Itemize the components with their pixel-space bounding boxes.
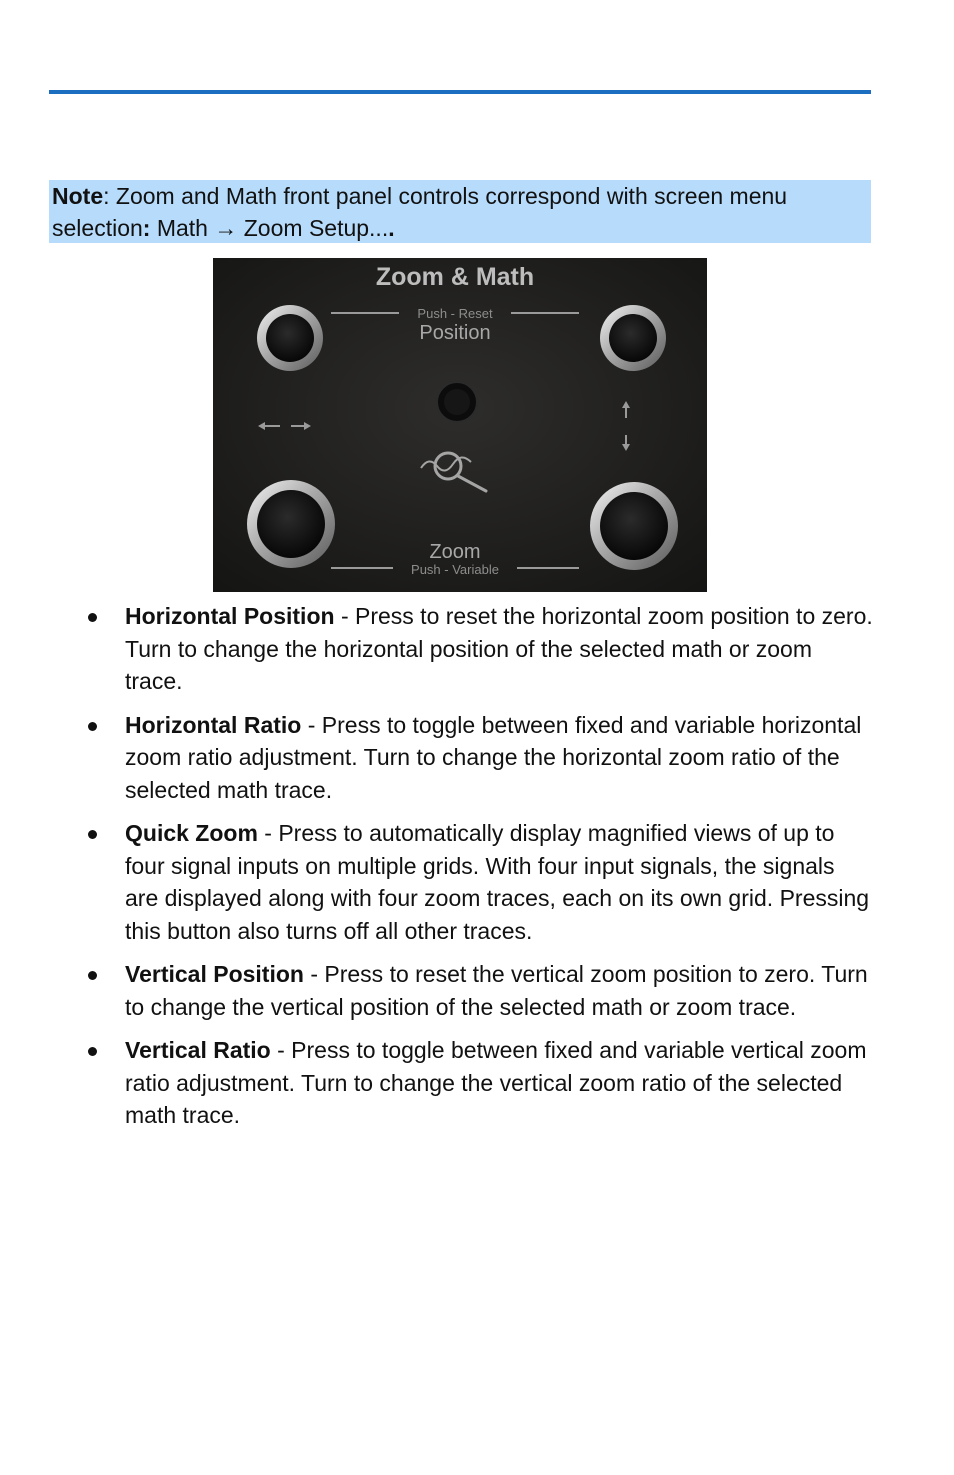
bullet-icon [88, 971, 97, 980]
list-item [0, 958, 954, 1023]
note-callout [49, 180, 871, 243]
zoom-caption: Zoom [429, 541, 481, 563]
bullet-icon [88, 613, 97, 622]
horizontal-position-knob[interactable] [257, 305, 323, 371]
bullet-icon [88, 830, 97, 839]
push-reset-caption: Push - Reset [417, 306, 493, 321]
list-item [0, 600, 954, 698]
list-item-text: - Press to toggle between fixed and variable vertical zoom ratio adjustment. Turn to change the vertical zoom ratio of the selected math trace. [125, 1037, 867, 1128]
control-descriptions-list [0, 600, 954, 1143]
list-item-term: Horizontal Position [125, 603, 335, 629]
note-colon: : [142, 215, 151, 241]
horizontal-ratio-knob[interactable] [247, 480, 335, 568]
push-variable-caption: Push - Variable [411, 562, 499, 577]
list-item-term: Vertical Ratio [125, 1037, 271, 1063]
list-item-term: Quick Zoom [125, 820, 258, 846]
note-label: Note [52, 183, 104, 209]
quick-zoom-button[interactable] [437, 382, 477, 422]
list-item [0, 1034, 954, 1132]
list-item-term: Horizontal Ratio [125, 711, 302, 738]
list-item-term: Vertical Position [125, 961, 304, 987]
note-text-1: : Zoom and Math front panel controls correspond with screen menu [103, 183, 788, 209]
note-text-2: selection [52, 215, 143, 241]
list-item-text: - Press to reset the vertical zoom position to zero. Turn to change the vertical position of the selected math or zoom trace. [125, 961, 868, 1020]
note-period: . [388, 215, 395, 241]
zoom-math-panel-image [213, 258, 707, 592]
list-item-text: - Press to automatically display magnified views of up to four signal inputs on multiple grids. With four input signals, the signals are displayed along with four zoom traces, each on its own grid. Pressing this button also turns off all other traces. [125, 820, 870, 944]
position-caption: Position [419, 322, 491, 344]
list-item-text: - Press to reset the horizontal zoom position to zero. Turn to change the horizontal position of the selected math or zoom trace. [125, 603, 873, 694]
header-rule [49, 90, 871, 94]
vertical-ratio-knob[interactable] [590, 482, 678, 570]
list-item [0, 709, 954, 807]
panel-title: Zoom & Math [375, 263, 535, 291]
list-item [0, 817, 954, 947]
note-line-1 [52, 180, 865, 212]
bullet-icon [88, 722, 97, 731]
vertical-position-knob[interactable] [600, 305, 666, 371]
note-menu-path: Math → Zoom Setup... [150, 215, 389, 241]
bullet-icon [88, 1047, 97, 1056]
list-item-text: - Press to toggle between fixed and variable horizontal zoom ratio adjustment. Turn to change the horizontal zoom ratio of the selected math trace. [125, 711, 862, 803]
note-line-2 [52, 212, 865, 244]
